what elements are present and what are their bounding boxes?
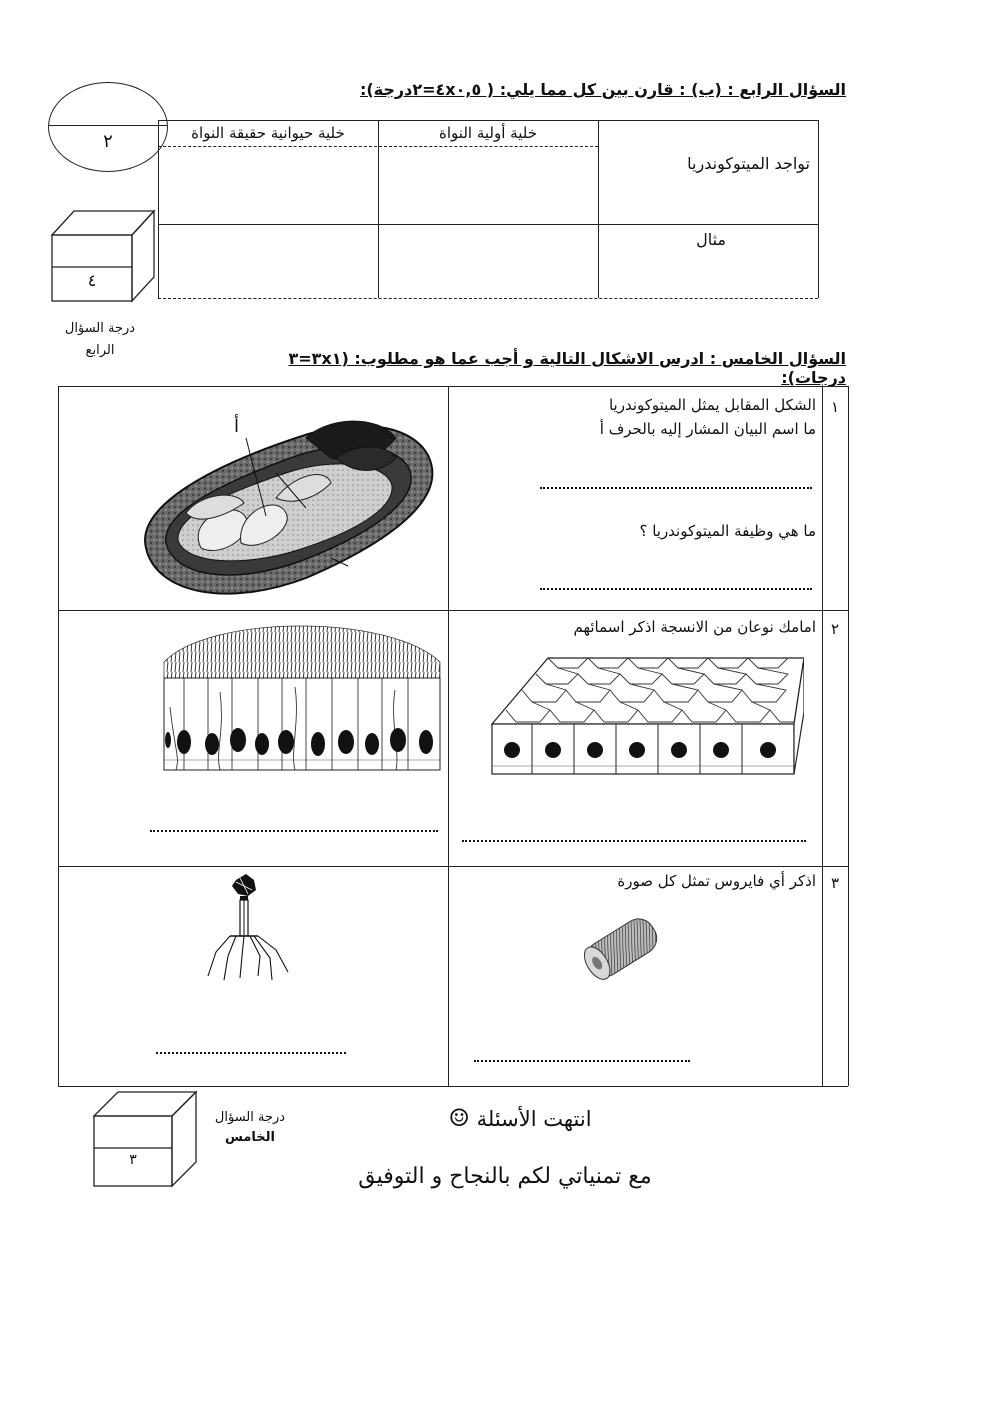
q5-item1-line3: ما هي وظيفة الميتوكوندريا ؟ bbox=[639, 522, 816, 540]
smiley-icon: ☺ bbox=[448, 1104, 470, 1132]
end-of-questions bbox=[430, 1104, 610, 1132]
answer-line[interactable] bbox=[474, 1060, 690, 1062]
tobacco-mosaic-virus-image bbox=[572, 900, 672, 1000]
q4-score-circle-value: ٢ bbox=[103, 131, 113, 152]
q5-score-box bbox=[90, 1090, 200, 1190]
cuboidal-epithelium-image bbox=[488, 654, 804, 784]
answer-cell[interactable] bbox=[160, 226, 376, 296]
q5-item1-line1: الشكل المقابل يمثل الميتوكوندريا bbox=[608, 396, 816, 414]
q4-score-box bbox=[48, 205, 158, 305]
q4-score-circle bbox=[48, 82, 168, 172]
answer-line[interactable] bbox=[540, 487, 812, 489]
bacteriophage-image bbox=[200, 872, 310, 992]
answer-line[interactable] bbox=[462, 840, 806, 842]
mitochondria-image bbox=[126, 398, 446, 608]
q5-score-caption-line1: درجة السؤال bbox=[214, 1110, 286, 1125]
q4-score-box-value: ٤ bbox=[87, 271, 97, 290]
answer-line[interactable] bbox=[156, 1052, 346, 1054]
q5-item2-number: ٢ bbox=[830, 620, 840, 638]
answer-cell[interactable] bbox=[380, 148, 596, 222]
answer-cell[interactable] bbox=[380, 226, 596, 296]
q5-item1-number: ١ bbox=[830, 398, 840, 416]
answer-line[interactable] bbox=[540, 588, 812, 590]
q5-item1-line2: ما اسم البيان المشار إليه بالحرف أ bbox=[599, 420, 816, 438]
q5-item2-line1: امامك نوعان من الانسجة اذكر اسمائهم bbox=[573, 618, 816, 636]
col-header-eukaryote: خلية حيوانية حقيقة النواة bbox=[191, 124, 345, 142]
answer-cell[interactable] bbox=[160, 148, 376, 222]
answer-line[interactable] bbox=[150, 830, 438, 832]
row-label-example: مثال bbox=[696, 230, 726, 249]
q5-heading: السؤال الخامس : ادرس الاشكال التالية و أجب عما هو مطلوب: (٣x١=٣ درجات): bbox=[288, 349, 846, 387]
q5-item3-number: ٣ bbox=[830, 874, 840, 892]
q4-score-caption-line1: درجة السؤال bbox=[64, 321, 136, 336]
wish-text: مع تمنياتي لكم بالنجاح و التوفيق bbox=[358, 1164, 652, 1189]
q4-score-caption-line2: الرابع bbox=[85, 343, 115, 358]
q5-score-caption-line2: الخامس bbox=[224, 1130, 275, 1145]
q5-score-caption bbox=[200, 1108, 300, 1148]
q5-item3-line1: اذكر أي فايروس تمثل كل صورة bbox=[617, 872, 816, 890]
q4-heading: السؤال الرابع : (ب) : قارن بين كل مما يلي: ( ٤x٠,٥=٢درجة): bbox=[359, 80, 846, 99]
q5-score-box-value: ٣ bbox=[129, 1152, 137, 1168]
row-label-mitochondria: تواجد الميتوكوندريا bbox=[687, 154, 810, 173]
q4-score-caption bbox=[40, 318, 160, 362]
label-a: أ bbox=[234, 416, 240, 437]
ciliated-epithelium-image bbox=[150, 612, 450, 782]
col-header-prokaryote: خلية أولية النواة bbox=[439, 124, 537, 142]
end-text: انتهت الأسئلة bbox=[476, 1107, 592, 1131]
